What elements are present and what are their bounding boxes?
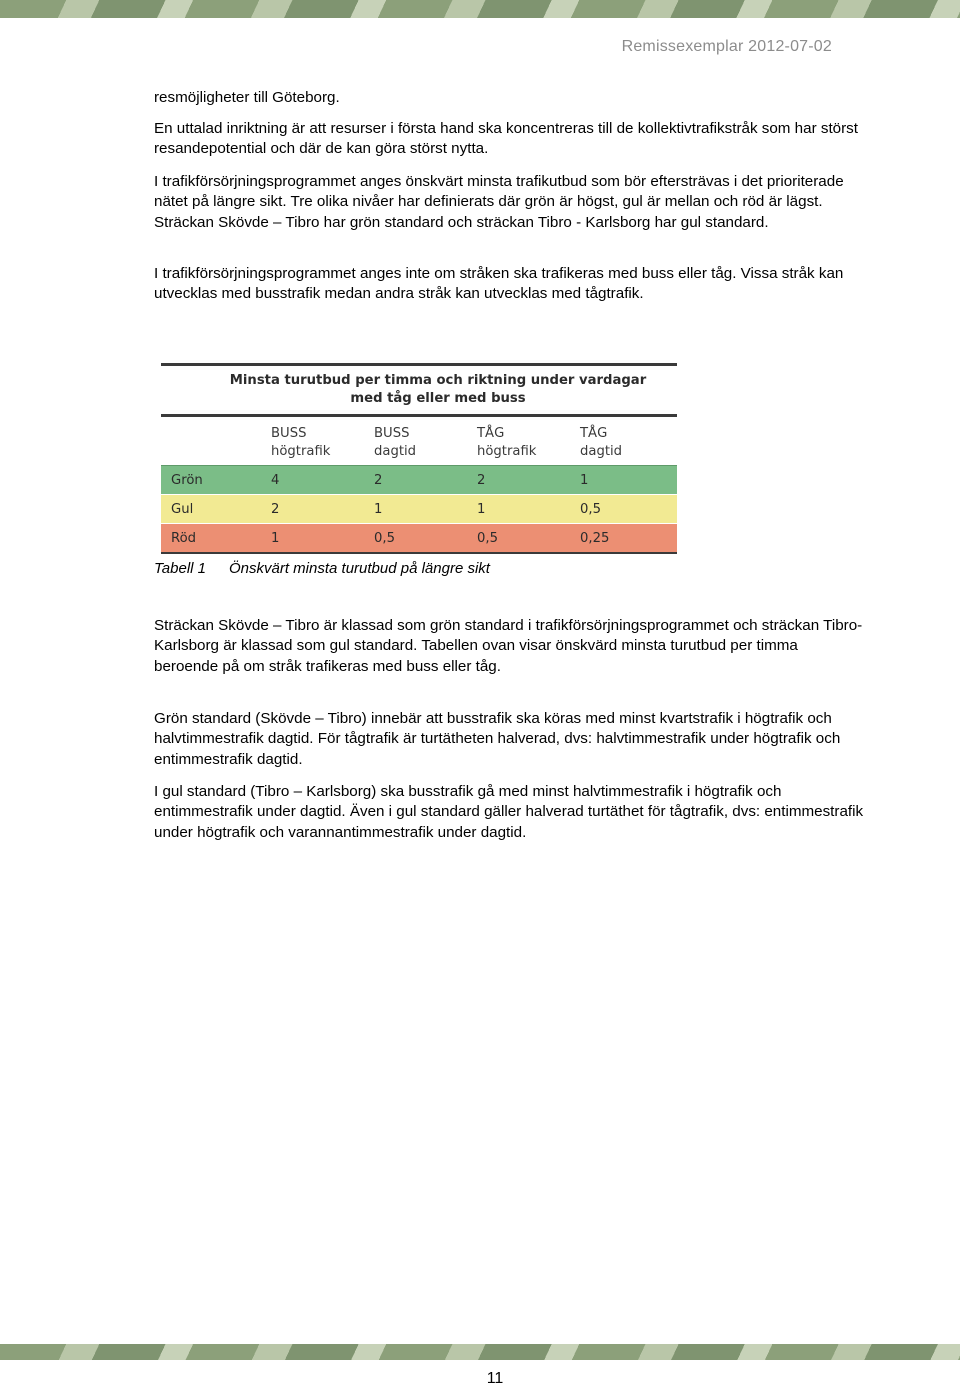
paragraph-3: I trafikförsörjningsprogrammet anges önskvärt minsta trafikutbud som bör eftersträvas i det prioriterade nätet på längre sikt. Tre olika nivåer har definierats där grön är högst, gul är mellan och röd är lägst. Sträckan Skövde – Tibro har grön standard och sträckan Tibro - Karlsborg har gul standard. xyxy=(154,173,844,231)
caption-text: Önskvärt minsta turutbud på längre sikt xyxy=(229,560,490,577)
row-label: Grön xyxy=(171,472,203,488)
header-mode: BUSS xyxy=(271,426,307,441)
table-header-row xyxy=(161,417,677,462)
page-number: 11 xyxy=(486,1370,504,1387)
table-row-rod xyxy=(161,524,677,552)
header-decor-band xyxy=(0,0,960,18)
table-row-gul xyxy=(161,495,677,523)
table-cell: 1 xyxy=(271,530,280,546)
table-cell: 1 xyxy=(580,472,589,488)
table-cell: 2 xyxy=(477,472,486,488)
table-title-line-2: med tåg eller med buss xyxy=(350,391,526,406)
table-cell: 0,5 xyxy=(580,501,601,517)
draft-stamp: Remissexemplar 2012-07-02 xyxy=(621,38,832,55)
header-period: dagtid xyxy=(374,444,417,459)
header-mode: TÅG xyxy=(477,426,505,441)
table-cell: 1 xyxy=(374,501,383,517)
table-caption xyxy=(154,559,490,579)
table-header-cell xyxy=(374,425,477,462)
paragraph-6: Grön standard (Skövde – Tibro) innebär att busstrafik ska köras med minst kvartstrafik i högtrafik och halvtimmestrafik dagtid. För tågtrafik är turtätheten halverad, dvs: halvtimmestrafik under högtrafik och entimmestrafik dagtid. xyxy=(154,710,841,768)
paragraph-1: resmöjligheter till Göteborg. xyxy=(154,89,340,106)
header-period: högtrafik xyxy=(271,444,331,459)
caption-number: Tabell 1 xyxy=(154,560,206,577)
row-label: Gul xyxy=(171,501,194,517)
paragraph-2: En uttalad inriktning är att resurser i första hand ska koncentreras till de kollektivtrafikstråk som har störst resandepotential och där de kan göra störst nytta. xyxy=(154,120,858,158)
table-title-line-1: Minsta turutbud per timma och riktning under vardagar xyxy=(229,373,647,388)
table-header-cell xyxy=(580,425,677,462)
table-cell: 1 xyxy=(477,501,486,517)
table-cell: 2 xyxy=(271,501,280,517)
header-period: dagtid xyxy=(580,444,623,459)
table-cell: 0,5 xyxy=(477,530,498,546)
row-label: Röd xyxy=(171,530,197,546)
table-header-cell xyxy=(271,425,374,462)
table-cell: 0,5 xyxy=(374,530,395,546)
table-cell: 4 xyxy=(271,472,280,488)
header-mode: TÅG xyxy=(580,426,608,441)
paragraph-4: I trafikförsörjningsprogrammet anges inte om stråken ska trafikeras med buss eller tåg. Vissa stråk kan utvecklas med busstrafik medan andra stråk kan utvecklas med tågtrafik. xyxy=(154,265,844,303)
paragraph-5: Sträckan Skövde – Tibro är klassad som grön standard i trafikförsörjningsprogrammet och sträckan Tibro- Karlsborg är klassad som gul standard. Tabellen ovan visar önskvärd minsta turutbud per timma beroende på om stråk trafikeras med buss eller tåg. xyxy=(154,617,863,675)
paragraph-7: I gul standard (Tibro – Karlsborg) ska busstrafik gå med minst halvtimmestrafik i högtrafik och entimmestrafik under dagtid. Även i gul standard gäller halverad turtäthet för tågtrafik, dvs: entimmestrafik under högtrafik och varannantimmestrafik under dagtid. xyxy=(154,783,864,841)
table-bottom-rule xyxy=(161,552,677,554)
table-row-gron xyxy=(161,465,677,494)
table-title xyxy=(161,366,677,414)
table-cell: 2 xyxy=(374,472,383,488)
table-cell: 0,25 xyxy=(580,530,610,546)
table-header-corner xyxy=(161,425,271,462)
service-level-table xyxy=(161,363,677,554)
table-header-cell xyxy=(477,425,580,462)
footer-decor-band xyxy=(0,1344,960,1360)
header-mode: BUSS xyxy=(374,426,410,441)
header-period: högtrafik xyxy=(477,444,537,459)
